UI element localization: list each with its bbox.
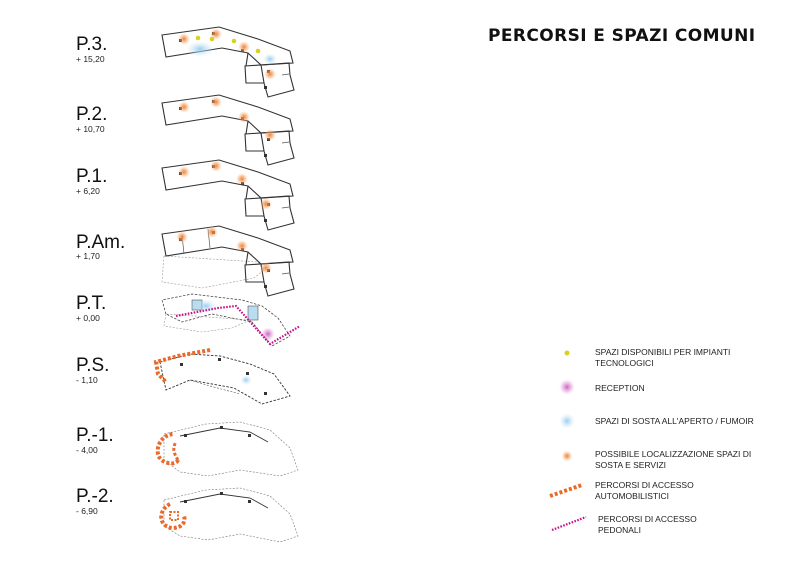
level-name-p1: P.1. <box>76 166 108 187</box>
level-elevation-p-2: - 6,90 <box>76 506 98 516</box>
level-name-ps: P.S. <box>76 355 110 376</box>
legend-label-reception: RECEPTION <box>595 383 645 393</box>
level-elevation-pt: + 0,00 <box>76 313 100 323</box>
legend-label-services: POSSIBILE LOCALIZZAZIONE SPAZI DI SOSTA E SERVIZI <box>595 449 752 470</box>
level-elevation-p1: + 6,20 <box>76 186 100 196</box>
level-name-p2: P.2. <box>76 104 108 125</box>
level-elevation-ps: - 1,10 <box>76 375 98 385</box>
yellow-dot-icon <box>565 351 570 356</box>
blue-blur-icon <box>559 413 575 429</box>
legend-label-pedestrian: PERCORSI DI ACCESSO PEDONALI <box>598 514 697 535</box>
level-elevation-p-1: - 4,00 <box>76 445 98 455</box>
level-name-pam: P.Am. <box>76 232 126 253</box>
level-name-p-1: P.-1. <box>76 425 114 446</box>
level-name-p-2: P.-2. <box>76 486 114 507</box>
legend-label-tech: SPAZI DISPONIBILI PER IMPIANTI TECNOLOGICI <box>595 347 731 368</box>
orange-dot-icon <box>562 451 573 462</box>
level-elevation-p3: + 15,20 <box>76 54 105 64</box>
orange-dashed-line-icon <box>550 485 582 496</box>
level-elevation-p2: + 10,70 <box>76 124 105 134</box>
level-name-p3: P.3. <box>76 34 108 55</box>
pink-dotted-line-icon <box>552 517 586 530</box>
legend-label-vehicle: PERCORSI DI ACCESSO AUTOMOBILISTICI <box>595 480 694 501</box>
page-title: PERCORSI E SPAZI COMUNI <box>488 26 756 46</box>
level-name-pt: P.T. <box>76 293 107 314</box>
legend-label-outdoor: SPAZI DI SOSTA ALL'APERTO / FUMOIR <box>595 416 754 426</box>
level-elevation-pam: + 1,70 <box>76 251 100 261</box>
pink-blur-icon <box>559 379 575 395</box>
